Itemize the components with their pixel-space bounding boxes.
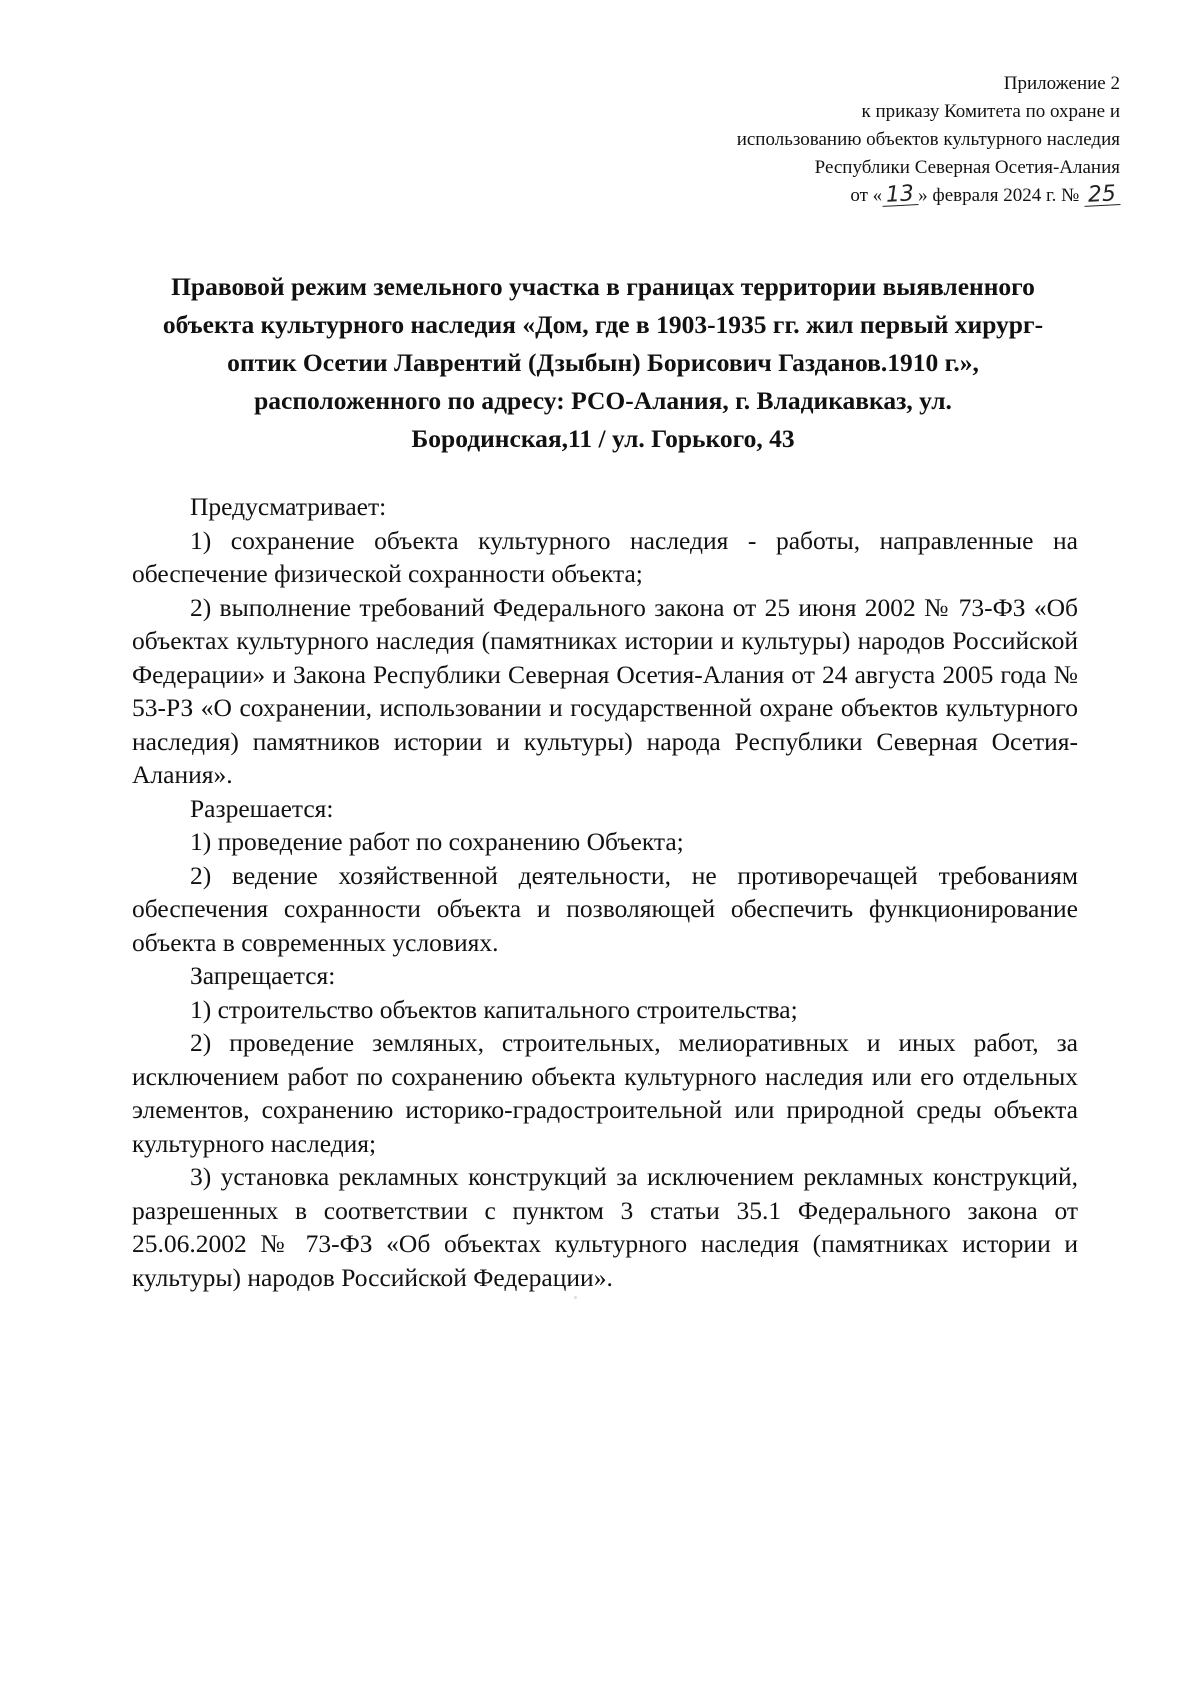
title-line: расположенного по адресу: РСО-Алания, г. Владикавказ, ул. [254, 386, 952, 415]
forbidden-item-3: 3) установка рекламных конструкций за исключением рекламных конструкций, разрешенных в соответствии с пунктом 3 статьи 35.1 Федерального закона от 25.06.2002 № 73-ФЗ «Об объектах культурного наследия (памятниках истории и культуры) народов Российской Федерации». [132, 1162, 1078, 1292]
forbidden-item-1: 1) строительство объектов капитального строительства; [190, 994, 798, 1024]
forbidden-item-2: 2) проведение земляных, строительных, мелиоративных и иных работ, за исключением работ по сохранению объекта культурного наследия или его отдельных элементов, сохранению историко-градостроительной или природной среды объекта культурного наследия; [132, 1028, 1078, 1158]
provides-item-1: 1) сохранение объекта культурного наследия - работы, направленные на обеспечение физической сохранности объекта; [132, 525, 1078, 588]
allowed-item-2: 2) ведение хозяйственной деятельности, не противоречащей требованиям обеспечения сохранности объекта и позволяющей обеспечить функционирование объекта в современных условиях. [132, 860, 1078, 957]
appendix-number: Приложение 2 [1003, 73, 1120, 94]
date-prefix: от « [850, 185, 883, 206]
order-reference-line: к приказу Комитета по охране и [861, 101, 1120, 122]
allowed-heading: Разрешается: [190, 793, 334, 823]
appendix-header [560, 70, 1120, 210]
provides-item-2: 2) выполнение требований Федерального закона от 25 июня 2002 № 73-ФЗ «Об объектах культурного наследия (памятниках истории и культуры) народов Российской Федерации» и Закона Республики Северная Осетия-Алания от 24 августа 2005 года № 53-РЗ «О сохранении, использовании и государственной охране объектов культурного наследия) памятников истории и культуры) народа Республики Северная Осетия-Алания». [132, 592, 1078, 789]
scan-speck [574, 1296, 577, 1299]
committee-name-line: использованию объектов культурного наследия [736, 129, 1120, 150]
title-line: объекта культурного наследия «Дом, где в 1903-1935 гг. жил первый хирург- [162, 310, 1044, 339]
document-title [128, 268, 1078, 458]
title-line: Бородинская,11 / ул. Горького, 43 [411, 424, 795, 453]
allowed-item-1: 1) проведение работ по сохранению Объекта; [190, 827, 684, 856]
provides-heading: Предусматривает: [190, 492, 387, 521]
title-line: Правовой режим земельного участка в границах территории выявленного [171, 272, 1035, 301]
title-line: оптик Осетии Лаврентий (Дзыбын) Борисович Газданов.1910 г.», [227, 348, 979, 377]
date-month-year: » февраля 2024 г. № [918, 185, 1080, 206]
handwritten-order-number: 25 [1083, 184, 1120, 207]
forbidden-heading: Запрещается: [190, 961, 336, 990]
document-body [132, 490, 1078, 1294]
handwritten-day: 13 [882, 184, 919, 207]
order-date-line [560, 182, 1120, 210]
republic-name-line: Республики Северная Осетия-Алания [814, 157, 1120, 178]
